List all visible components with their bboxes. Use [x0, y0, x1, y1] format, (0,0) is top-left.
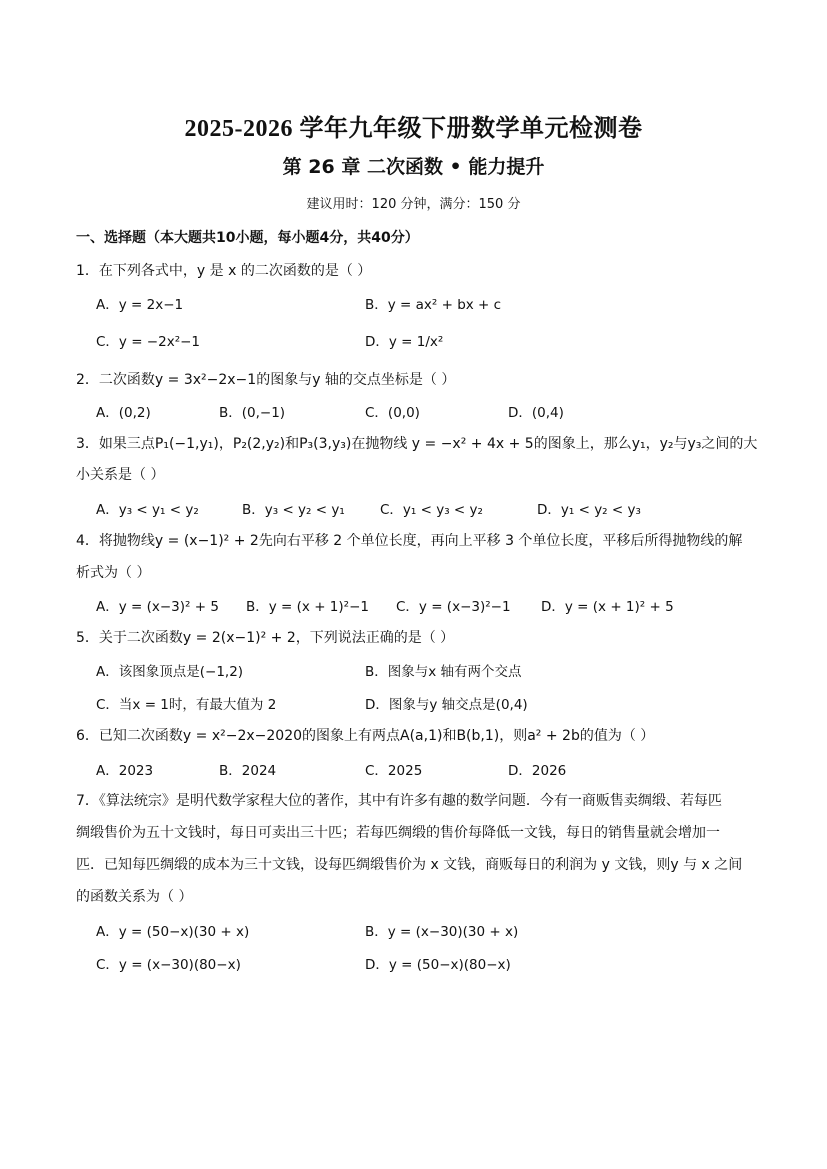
- q4-option-d: D．y = (x + 1)² + 5: [541, 599, 674, 615]
- q6-option-a: A．2023: [96, 763, 154, 779]
- q2-option-c: C．(0,0): [365, 405, 420, 421]
- q7-option-a: A．y = (50−x)(30 + x): [96, 924, 250, 940]
- question-4-stem-line2: 析式为（ ）: [76, 565, 151, 581]
- q2-option-b: B．(0,−1): [219, 405, 286, 421]
- q5-option-c: C．当x = 1时，有最大值为 2: [96, 697, 277, 713]
- q4-option-c: C．y = (x−3)²−1: [396, 599, 511, 615]
- q5-option-b: B．图象与x 轴有两个交点: [365, 664, 522, 680]
- question-5-stem: 5．关于二次函数y = 2(x−1)² + 2，下列说法正确的是（ ）: [76, 630, 455, 646]
- section-heading: 一、选择题（本大题共10小题，每小题4分，共40分）: [76, 230, 419, 246]
- q7-option-b: B．y = (x−30)(30 + x): [365, 924, 519, 940]
- question-7-stem-line3: 匹．已知每匹绸缎的成本为三十文钱，设每匹绸缎售价为 x 文钱，商贩每日的利润为 y 文钱，则y 与 x 之间: [76, 857, 743, 873]
- question-7-stem-line4: 的函数关系为（ ）: [76, 889, 193, 905]
- question-1-stem: 1．在下列各式中，y 是 x 的二次函数的是（ ）: [76, 263, 372, 279]
- q4-option-b: B．y = (x + 1)²−1: [246, 599, 369, 615]
- q1-option-b: B．y = ax² + bx + c: [365, 297, 502, 313]
- q3-option-d: D．y₁ < y₂ < y₃: [537, 502, 641, 518]
- q2-option-d: D．(0,4): [508, 405, 564, 421]
- q3-option-a: A．y₃ < y₁ < y₂: [96, 502, 199, 518]
- question-3-stem-line1: 3．如果三点P₁(−1,y₁)，P₂(2,y₂)和P₃(3,y₃)在抛物线 y = −x² + 4x + 5的图象上，那么y₁，y₂与y₃之间的大: [76, 436, 758, 452]
- question-3-stem-line2: 小关系是（ ）: [76, 467, 165, 483]
- q2-option-a: A．(0,2): [96, 405, 151, 421]
- question-2-stem: 2．二次函数y = 3x²−2x−1的图象与y 轴的交点坐标是（ ）: [76, 372, 456, 388]
- q6-option-c: C．2025: [365, 763, 423, 779]
- time-score-note: 建议用时：120 分钟，满分：150 分: [306, 197, 521, 212]
- question-4-stem-line1: 4．将抛物线y = (x−1)² + 2先向右平移 2 个单位长度，再向上平移 3 个单位长度，平移后所得抛物线的解: [76, 533, 743, 549]
- q1-option-c: C．y = −2x²−1: [96, 334, 201, 350]
- page-title: 2025-2026 学年九年级下册数学单元检测卷: [184, 116, 643, 142]
- q4-option-a: A．y = (x−3)² + 5: [96, 599, 219, 615]
- q1-option-a: A．y = 2x−1: [96, 297, 184, 313]
- q7-option-c: C．y = (x−30)(80−x): [96, 957, 241, 973]
- question-7-stem-line1: 7．《算法统宗》是明代数学家程大位的著作，其中有许多有趣的数学问题．今有一商贩售卖绸缎、若每匹: [76, 793, 722, 809]
- q5-option-a: A．该图象顶点是(−1,2): [96, 664, 244, 680]
- question-7-stem-line2: 绸缎售价为五十文钱时，每日可卖出三十匹；若每匹绸缎的售价每降低一文钱，每日的销售量就会增加一: [76, 825, 720, 841]
- q6-option-d: D．2026: [508, 763, 567, 779]
- q3-option-c: C．y₁ < y₃ < y₂: [380, 502, 483, 518]
- q5-option-d: D．图象与y 轴交点是(0,4): [365, 697, 528, 713]
- q1-option-d: D．y = 1/x²: [365, 334, 444, 350]
- q7-option-d: D．y = (50−x)(80−x): [365, 957, 511, 973]
- q3-option-b: B．y₃ < y₂ < y₁: [242, 502, 345, 518]
- q6-option-b: B．2024: [219, 763, 277, 779]
- question-6-stem: 6．已知二次函数y = x²−2x−2020的图象上有两点A(a,1)和B(b,1)，则a² + 2b的值为（ ）: [76, 728, 655, 744]
- chapter-subtitle: 第 26 章 二次函数 • 能力提升: [282, 156, 545, 178]
